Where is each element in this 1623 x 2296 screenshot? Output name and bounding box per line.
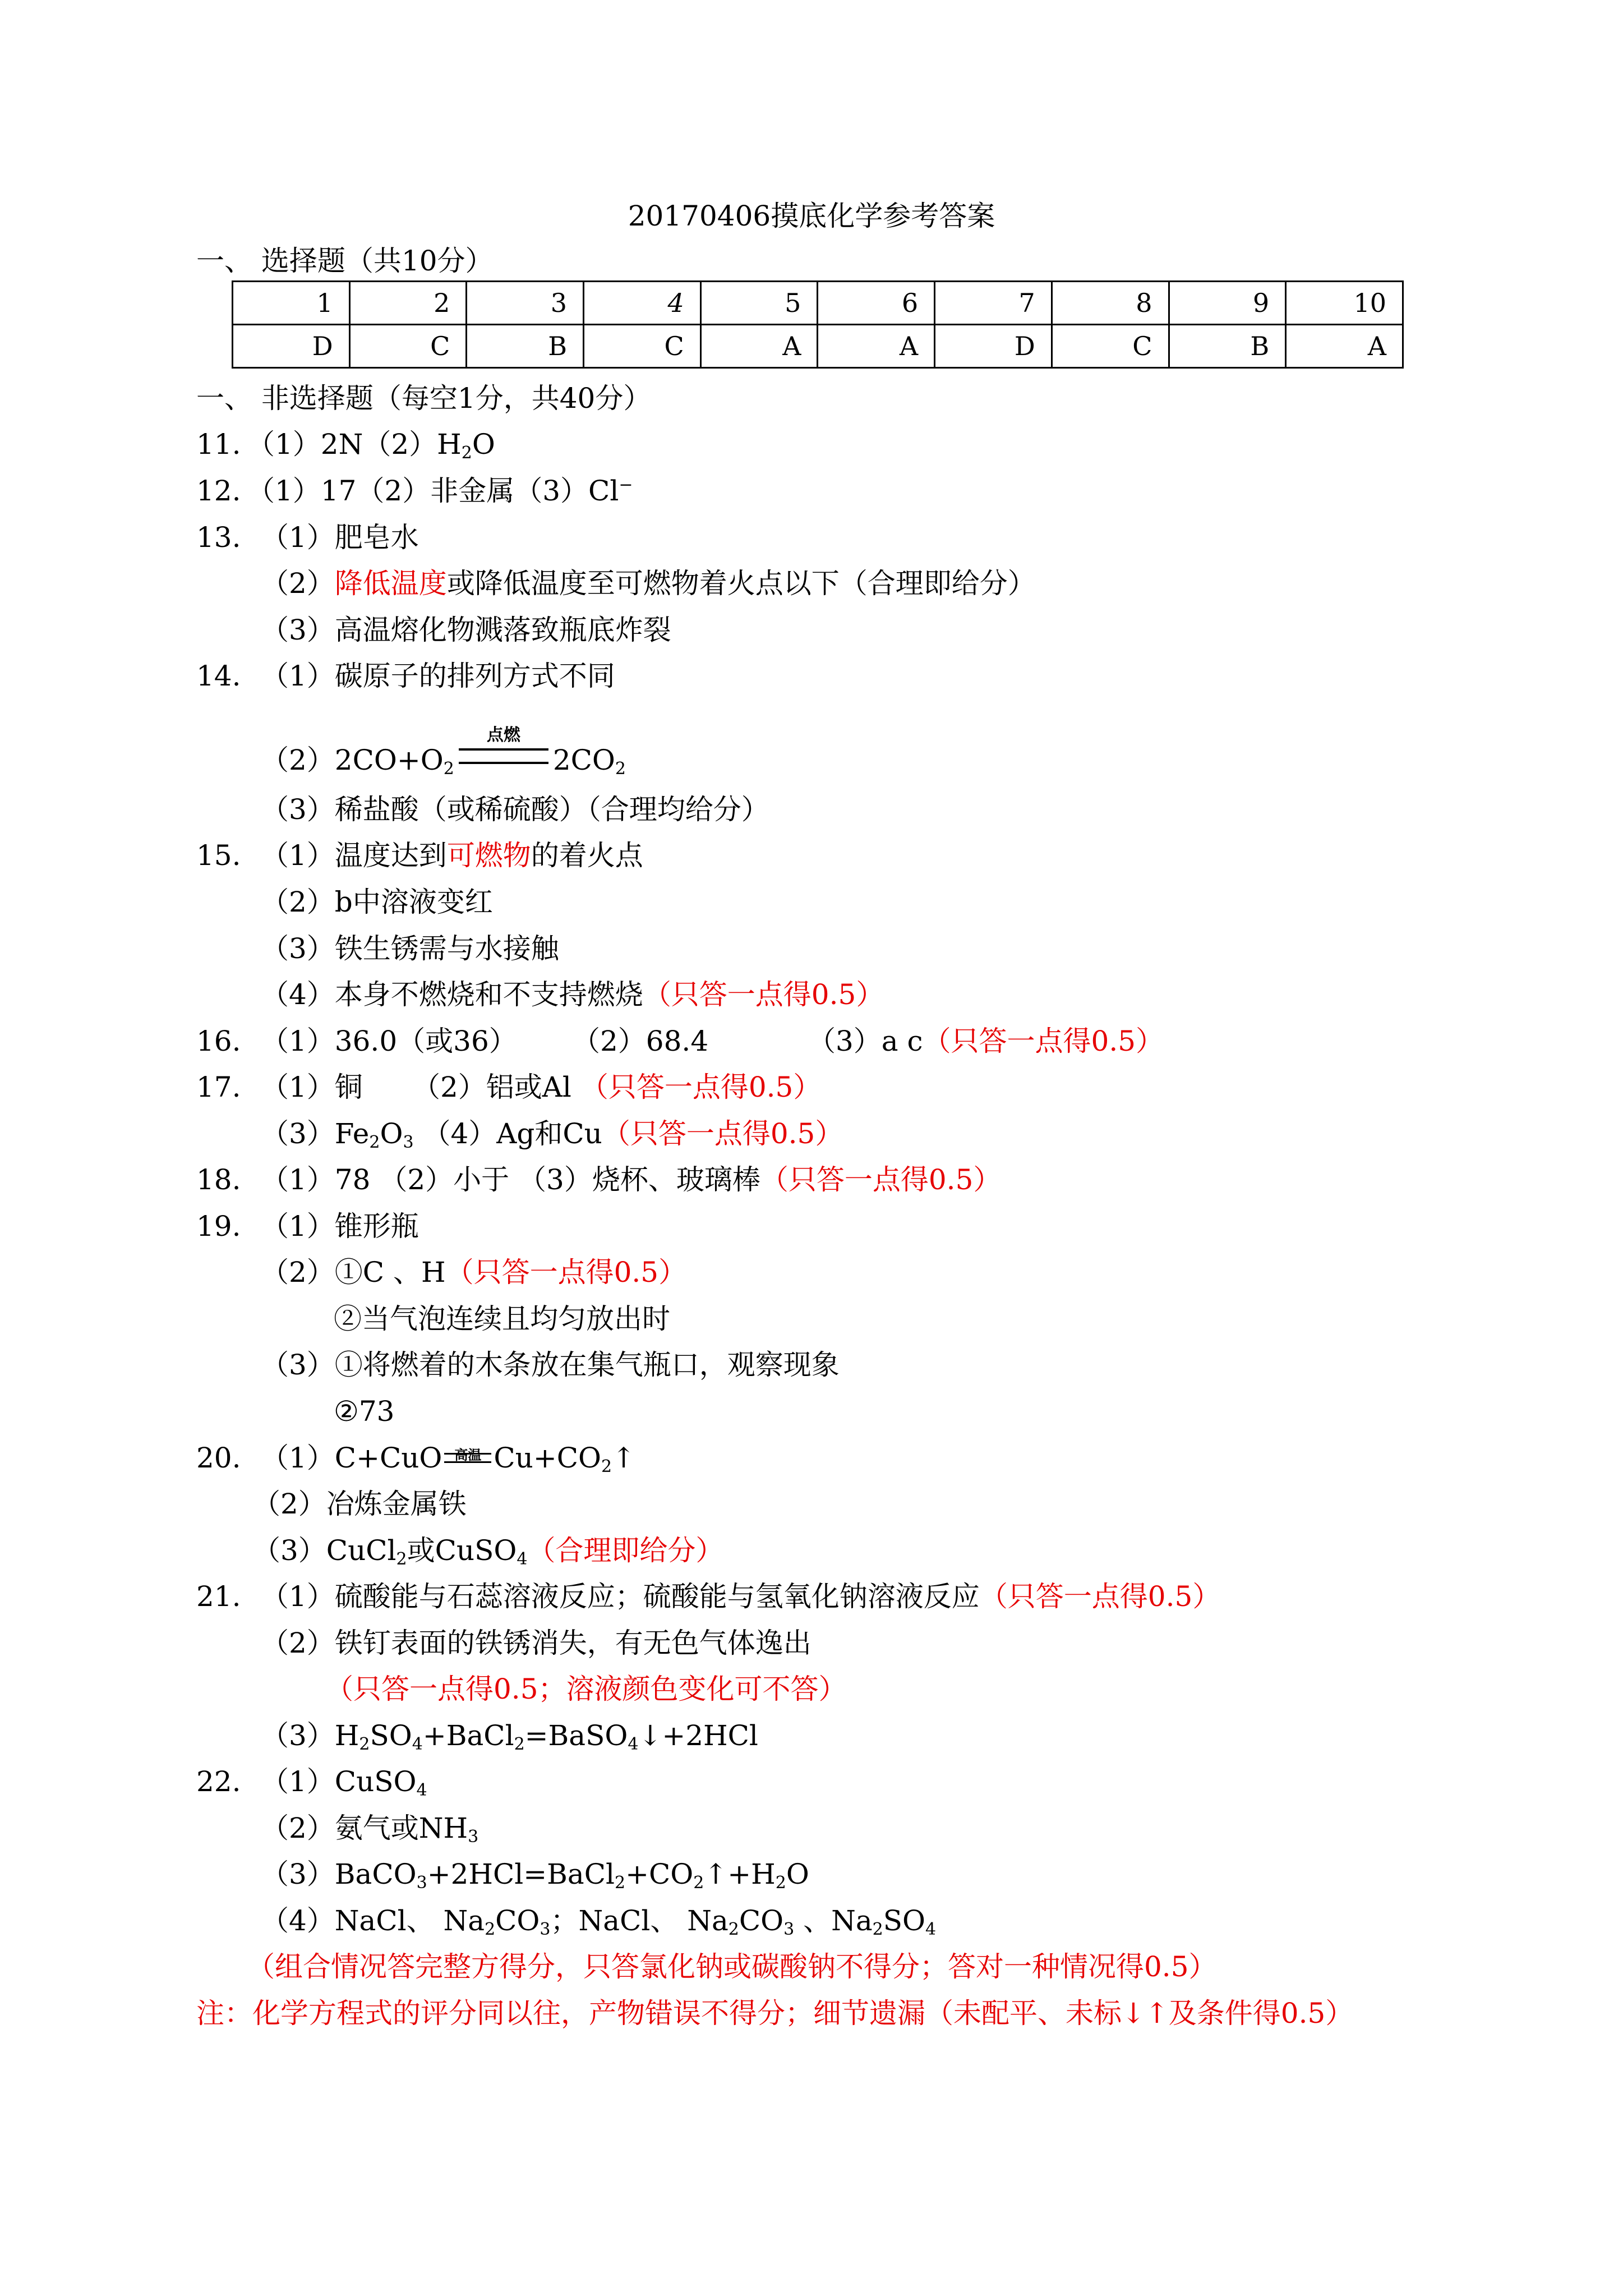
q17-number: 17. (196, 1071, 241, 1103)
q15-answer-1: （1）温度达到可燃物的着火点 (261, 839, 643, 872)
choice-answer-table (232, 280, 1404, 369)
q16-answer-3: （3）a c（只答一点得0.5） (808, 1025, 1164, 1057)
q21-answer-1: （1）硫酸能与石蕊溶液反应；硫酸能与氢氧化钠溶液反应（只答一点得0.5） (261, 1580, 1221, 1613)
q17-answer-1: （1）铜 (261, 1071, 363, 1103)
q21-answer-2-note: （只答一点得0.5；溶液颜色变化可不答） (325, 1673, 847, 1705)
q16-number: 16. (196, 1025, 241, 1057)
section-1-heading: 一、 选择题（共10分） (196, 245, 494, 277)
q22-number: 22. (196, 1765, 241, 1798)
q19-answer-2b: ②当气泡连续且均匀放出时 (334, 1303, 670, 1335)
table-cell: A (818, 325, 935, 368)
q19-answer-3b: ②73 (334, 1395, 395, 1428)
table-cell: A (1286, 325, 1403, 368)
q13-number: 13. (196, 521, 241, 554)
q20-answer-1: （1）C+CuO 高温 $Cu+CO_2↑$ (261, 1438, 635, 1478)
page-title: 20170406摸底化学参考答案 (628, 200, 995, 232)
q19-answer-3: （3）①将燃着的木条放在集气瓶口，观察现象 (261, 1349, 840, 1381)
q22-answer-1: （1）CuSO$_4$ (261, 1765, 427, 1800)
reaction-condition: 高温 (454, 1447, 482, 1463)
q15-answer-2: （2）b中溶液变红 (261, 886, 493, 918)
q22-answer-3: $(3)BaCO_3+2HCl=BaCl_2+CO_2↑+H_2O$ (261, 1858, 809, 1893)
reaction-condition: 点燃 (486, 725, 520, 745)
table-cell: 7 (935, 282, 1052, 325)
section-2-heading: 一、 非选择题（每空1分，共40分） (196, 382, 652, 415)
q15-number: 15. (196, 839, 241, 872)
table-cell: B (467, 325, 584, 368)
q11-answer: $(1)2N(2)H_2O$ (247, 428, 495, 463)
table-cell: C (584, 325, 701, 368)
q12-number: 12. (196, 475, 241, 507)
q16-answer-1: （1）36.0（或36） (261, 1025, 517, 1057)
q14-answer-1: （1）碳原子的排列方式不同 (261, 660, 615, 692)
q11-number: 11. (196, 428, 241, 461)
table-cell: 4 (584, 282, 701, 325)
q22-answer-4: （4）NaCl、 $Na_2CO_3$；NaCl、 $Na_2CO_3$ 、$Na_2SO_4$ (261, 1904, 937, 1939)
q17-answer-3-4: $(3)Fe_2O_3$ （4）Ag和Cu（只答一点得0.5） (261, 1117, 843, 1152)
q14-answer-2: $(2)2CO+O_2$ 点燃 $2CO_2$ (261, 740, 626, 780)
q13-answer-1: （1）肥皂水 (261, 521, 419, 554)
table-cell: 2 (349, 282, 467, 325)
q14-number: 14. (196, 660, 241, 692)
table-cell: 9 (1169, 282, 1286, 325)
q12-answer: （1）17（2）非金属（3）Cl− (247, 475, 633, 507)
table-cell: 6 (818, 282, 935, 325)
q21-answer-3: $(3)H_2SO_4+BaCl_2=BaSO_4↓+2HCl$ (261, 1719, 758, 1754)
q20-answer-3: （3）CuCl$_2$或CuSO$_4$（合理即给分） (252, 1534, 724, 1569)
table-cell: D (935, 325, 1052, 368)
q19-answer-1: （1）锥形瓶 (261, 1210, 419, 1243)
q14-answer-3: （3）稀盐酸（或稀硫酸）（合理均给分） (261, 793, 769, 826)
table-cell: C (1052, 325, 1169, 368)
q18-answer: （1）78 （2）小于 （3）烧杯、玻璃棒（只答一点得0.5） (261, 1163, 1002, 1196)
table-cell: 1 (233, 282, 350, 325)
q17-answer-2: （2）铝或Al （只答一点得0.5） (412, 1071, 822, 1103)
table-row-numbers (233, 282, 1403, 325)
q13-answer-2: （2）降低温度或降低温度至可燃物着火点以下（合理即给分） (261, 567, 1036, 600)
q16-answer-2: （2）68.4 (572, 1025, 709, 1057)
q19-number: 19. (196, 1210, 241, 1243)
q22-answer-2: （2）氨气或$NH_3$ (261, 1812, 479, 1847)
table-cell: A (700, 325, 818, 368)
q15-answer-4: （4）本身不燃烧和不支持燃烧（只答一点得0.5） (261, 978, 884, 1011)
q22-answer-4-note: （组合情况答完整方得分，只答氯化钠或碳酸钠不得分；答对一种情况得0.5） (247, 1950, 1217, 1983)
q19-answer-2: （2）①C 、H（只答一点得0.5） (261, 1256, 687, 1289)
table-cell: C (349, 325, 467, 368)
q20-number: 20. (196, 1442, 241, 1474)
q18-number: 18. (196, 1163, 241, 1196)
table-cell: 3 (467, 282, 584, 325)
table-row-answers (233, 325, 1403, 368)
grading-note: 注：化学方程式的评分同以往，产物错误不得分；细节遗漏（未配平、未标↓↑及条件得0.5） (196, 1997, 1354, 2030)
q20-answer-2: （2）冶炼金属铁 (252, 1488, 467, 1520)
equals-sign (444, 1447, 491, 1463)
table-cell: B (1169, 325, 1286, 368)
q21-number: 21. (196, 1580, 241, 1613)
q13-answer-3: （3）高温熔化物溅落致瓶底炸裂 (261, 614, 671, 646)
table-cell: 8 (1052, 282, 1169, 325)
q15-answer-3: （3）铁生锈需与水接触 (261, 932, 559, 965)
table-cell: 5 (700, 282, 818, 325)
table-cell: D (233, 325, 350, 368)
table-cell: 10 (1286, 282, 1403, 325)
q21-answer-2: （2）铁钉表面的铁锈消失，有无色气体逸出 (261, 1627, 811, 1659)
